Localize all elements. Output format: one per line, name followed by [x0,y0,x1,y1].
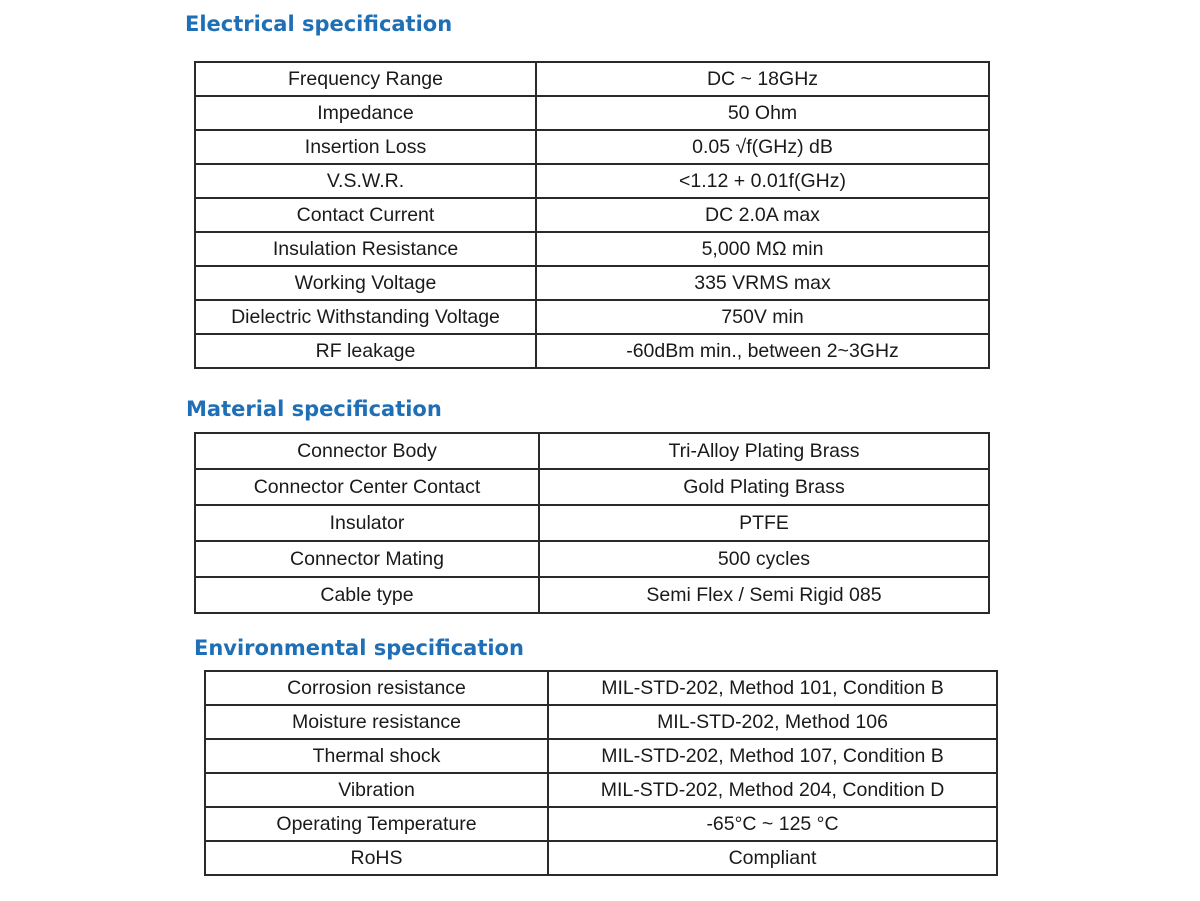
param-cell: Moisture resistance [205,705,548,739]
param-cell: Insertion Loss [195,130,536,164]
value-cell: 750V min [536,300,989,334]
value-cell: 50 Ohm [536,96,989,130]
table-row [195,334,989,368]
table-row [195,232,989,266]
value-cell: MIL-STD-202, Method 106 [548,705,997,739]
table-row [195,266,989,300]
table-row [195,62,989,96]
table-row [195,577,989,613]
value-cell: 0.05 √f(GHz) dB [536,130,989,164]
table-row [195,541,989,577]
param-cell: Corrosion resistance [205,671,548,705]
environmental-spec-heading: Environmental specification [194,636,524,660]
value-cell: 500 cycles [539,541,989,577]
table-row [195,164,989,198]
value-cell: MIL-STD-202, Method 107, Condition B [548,739,997,773]
value-cell: -65°C ~ 125 °C [548,807,997,841]
material-spec-heading: Material specification [186,397,442,421]
table-row [195,469,989,505]
value-cell: Tri-Alloy Plating Brass [539,433,989,469]
param-cell: Frequency Range [195,62,536,96]
table-row [195,300,989,334]
param-cell: Thermal shock [205,739,548,773]
param-cell: Dielectric Withstanding Voltage [195,300,536,334]
param-cell: Connector Body [195,433,539,469]
value-cell: -60dBm min., between 2~3GHz [536,334,989,368]
param-cell: Connector Mating [195,541,539,577]
param-cell: Insulator [195,505,539,541]
table-row [205,739,997,773]
table-row [205,841,997,875]
table-row [195,96,989,130]
value-cell: Compliant [548,841,997,875]
param-cell: V.S.W.R. [195,164,536,198]
param-cell: Working Voltage [195,266,536,300]
table-row [195,198,989,232]
table-row [205,705,997,739]
value-cell: <1.12 + 0.01f(GHz) [536,164,989,198]
param-cell: Operating Temperature [205,807,548,841]
environmental-spec-table [204,670,998,876]
value-cell: DC ~ 18GHz [536,62,989,96]
value-cell: 5,000 MΩ min [536,232,989,266]
param-cell: RF leakage [195,334,536,368]
value-cell: Gold Plating Brass [539,469,989,505]
param-cell: RoHS [205,841,548,875]
param-cell: Vibration [205,773,548,807]
value-cell: Semi Flex / Semi Rigid 085 [539,577,989,613]
table-row [205,807,997,841]
value-cell: DC 2.0A max [536,198,989,232]
value-cell: 335 VRMS max [536,266,989,300]
value-cell: PTFE [539,505,989,541]
material-spec-table [194,432,990,614]
table-row [205,773,997,807]
param-cell: Cable type [195,577,539,613]
param-cell: Contact Current [195,198,536,232]
table-row [195,505,989,541]
value-cell: MIL-STD-202, Method 204, Condition D [548,773,997,807]
table-row [205,671,997,705]
electrical-spec-heading: Electrical specification [185,12,453,36]
value-cell: MIL-STD-202, Method 101, Condition B [548,671,997,705]
electrical-spec-table [194,61,990,369]
table-row [195,433,989,469]
param-cell: Impedance [195,96,536,130]
param-cell: Insulation Resistance [195,232,536,266]
table-row [195,130,989,164]
param-cell: Connector Center Contact [195,469,539,505]
